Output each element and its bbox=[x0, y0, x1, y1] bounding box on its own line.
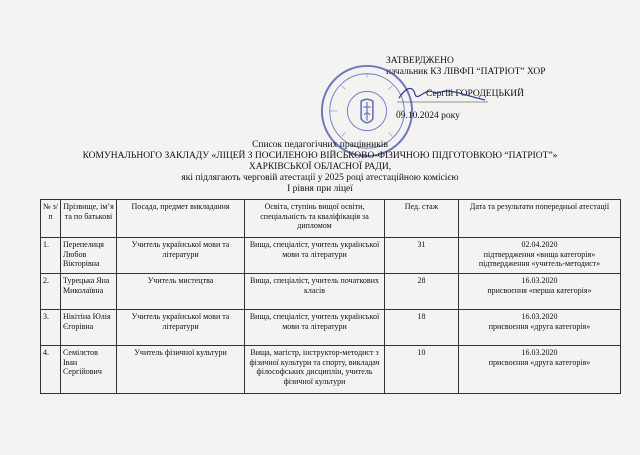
header-results: Дата та результати попередньої атестації bbox=[459, 200, 621, 238]
header-experience: Пед. стаж bbox=[385, 200, 459, 238]
table-row bbox=[41, 274, 621, 310]
result-text: присвоєння «перша категорія» bbox=[487, 285, 592, 295]
result-text: присвоєння «друга категорія» bbox=[488, 357, 591, 367]
row-num: 3. bbox=[41, 310, 61, 346]
result-text: підтвердження «учитель-методист» bbox=[478, 259, 601, 268]
table-header-row bbox=[41, 200, 621, 238]
document-heading bbox=[0, 140, 640, 195]
result-text: присвоєння «друга категорія» bbox=[488, 321, 591, 331]
heading-line-3: ХАРКІВСЬКОЇ ОБЛАСНОЇ РАДИ, bbox=[248, 162, 392, 172]
heading-line-4: які підлягають черговій атестації у 2025 році атестаційною комісією bbox=[181, 173, 459, 183]
row-position: Учитель фізичної культури bbox=[117, 346, 245, 394]
approval-date: 09.10.2024 року bbox=[396, 111, 460, 121]
heading-line-5: І рівня при ліцеї bbox=[287, 184, 353, 194]
header-name: Прізвище, ім’я та по батькові bbox=[61, 200, 117, 238]
approval-name: Сергій ГОРОДЕЦЬКИЙ bbox=[426, 89, 524, 99]
header-position: Посада, предмет викладання bbox=[117, 200, 245, 238]
row-experience: 18 bbox=[385, 310, 459, 346]
header-num: № з/п bbox=[41, 200, 61, 238]
row-experience: 10 bbox=[385, 346, 459, 394]
row-education: Вища, магістр, інструктор-методист з фізичної культури та спорту, викладач філософських дисциплін, учитель фізичної культури bbox=[245, 346, 385, 394]
approval-position: начальник КЗ ЛІВФП “ПАТРІОТ” ХОР bbox=[386, 67, 546, 77]
row-num: 4. bbox=[41, 346, 61, 394]
row-position: Учитель української мови та літератури bbox=[117, 238, 245, 274]
approval-title: ЗАТВЕРДЖЕНО bbox=[386, 56, 454, 66]
row-experience: 31 bbox=[385, 238, 459, 274]
heading-line-2: КОМУНАЛЬНОГО ЗАКЛАДУ «ЛІЦЕЙ З ПОСИЛЕНОЮ ВІЙСЬКОВО-ФІЗИЧНОЮ ПІДГОТОВКОЮ “ПАТРІОТ”» bbox=[82, 151, 558, 161]
row-num: 2. bbox=[41, 274, 61, 310]
header-education: Освіта, ступінь вищої освіти, спеціальність та кваліфікація за дипломом bbox=[245, 200, 385, 238]
row-name: Семілєтов Іван Сергійович bbox=[61, 346, 117, 394]
result-text: підтвердження «вища категорія» bbox=[483, 249, 596, 259]
row-name: Турецька Яна Миколаївна bbox=[61, 274, 117, 310]
signature-icon bbox=[395, 82, 490, 104]
table-row bbox=[41, 310, 621, 346]
row-education: Вища, спеціаліст, учитель початкових класів bbox=[245, 274, 385, 310]
row-name: Нікітіна Юлія Єгорівна bbox=[61, 310, 117, 346]
table-row bbox=[41, 346, 621, 394]
row-results bbox=[459, 346, 621, 394]
staff-table bbox=[40, 199, 621, 394]
result-date: 16.03.2020 bbox=[521, 312, 558, 321]
row-education: Вища, спеціаліст, учитель української мови та літератури bbox=[245, 310, 385, 346]
row-position: Учитель української мови та літератури bbox=[117, 310, 245, 346]
table-row bbox=[41, 238, 621, 274]
heading-line-1: Список педагогічних працівників bbox=[252, 140, 388, 150]
row-position: Учитель мистецтва bbox=[117, 274, 245, 310]
row-results bbox=[459, 274, 621, 310]
result-date: 02.04.2020 bbox=[521, 240, 558, 249]
row-num: 1. bbox=[41, 238, 61, 274]
row-education: Вища, спеціаліст, учитель української мови та літератури bbox=[245, 238, 385, 274]
row-experience: 28 bbox=[385, 274, 459, 310]
row-results bbox=[459, 238, 621, 274]
row-name: Перепелиця Любов Вікторівна bbox=[61, 238, 117, 274]
result-date: 16.03.2020 bbox=[521, 276, 558, 285]
row-results bbox=[459, 310, 621, 346]
result-date: 16.03.2020 bbox=[521, 348, 558, 357]
